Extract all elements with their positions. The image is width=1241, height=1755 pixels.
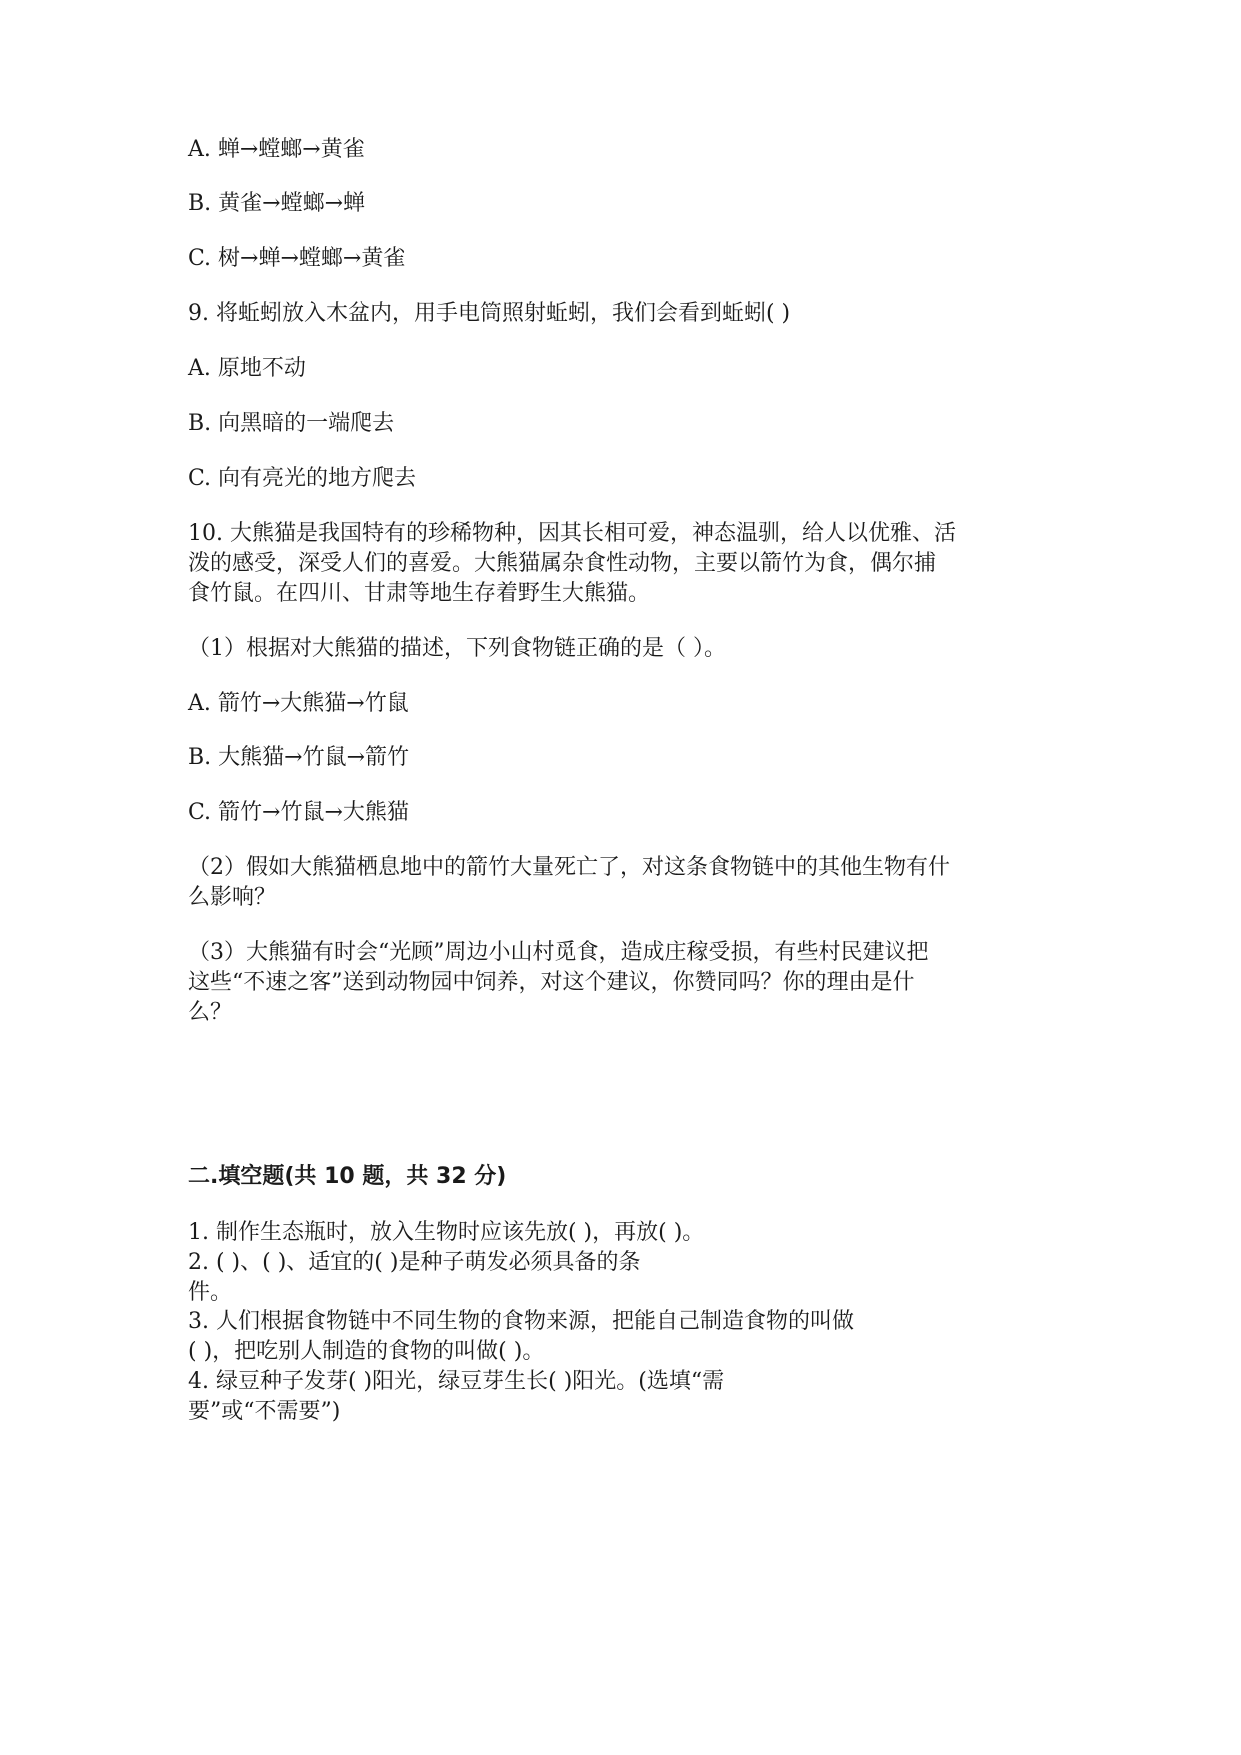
q8-option-b: B. 黄雀→螳螂→蝉 xyxy=(188,191,366,216)
q8-option-a: A. 蝉→螳螂→黄雀 xyxy=(188,137,365,162)
q9-option-b: B. 向黑暗的一端爬去 xyxy=(188,411,395,436)
fill-q2-line2: 件。 xyxy=(188,1280,233,1305)
q10-sub3-line3: 么？ xyxy=(188,1000,233,1025)
fill-q3-line1: 3. 人们根据食物链中不同生物的食物来源，把能自己制造食物的叫做 xyxy=(188,1309,854,1334)
fill-q4-line2: 要”或“不需要”) xyxy=(188,1399,341,1424)
q10-option-b: B. 大熊猫→竹鼠→箭竹 xyxy=(188,745,410,770)
q10-option-c: C. 箭竹→竹鼠→大熊猫 xyxy=(188,800,409,825)
q9-option-c: C. 向有亮光的地方爬去 xyxy=(188,466,417,491)
fill-q2-line1: 2. ( )、( )、适宜的( )是种子萌发必须具备的条 xyxy=(188,1250,641,1275)
q9-stem: 9. 将蚯蚓放入木盆内，用手电筒照射蚯蚓，我们会看到蚯蚓( ) xyxy=(188,301,791,326)
fill-q1: 1. 制作生态瓶时，放入生物时应该先放( )，再放( )。 xyxy=(188,1220,705,1245)
q8-option-c: C. 树→蝉→螳螂→黄雀 xyxy=(188,246,406,271)
q10-sub2-line2: 么影响？ xyxy=(188,885,277,910)
q10-stem-line3: 食竹鼠。在四川、甘肃等地生存着野生大熊猫。 xyxy=(188,581,651,606)
q10-sub1: （1）根据对大熊猫的描述，下列食物链正确的是（ ）。 xyxy=(188,636,726,661)
q10-stem-line2: 泼的感受，深受人们的喜爱。大熊猫属杂食性动物，主要以箭竹为食，偶尔捕 xyxy=(188,551,937,576)
fill-q4-line1: 4. 绿豆种子发芽( )阳光，绿豆芽生长( )阳光。(选填“需 xyxy=(188,1369,725,1394)
q10-sub2-line1: （2）假如大熊猫栖息地中的箭竹大量死亡了，对这条食物链中的其他生物有什 xyxy=(188,855,950,880)
q10-stem-line1: 10. 大熊猫是我国特有的珍稀物种，因其长相可爱，神态温驯，给人以优雅、活 xyxy=(188,521,956,546)
q9-option-a: A. 原地不动 xyxy=(188,356,306,381)
q10-option-a: A. 箭竹→大熊猫→竹鼠 xyxy=(188,691,409,716)
q10-sub3-line2: 这些“不速之客”送到动物园中饲养，对这个建议，你赞同吗？你的理由是什 xyxy=(188,970,915,995)
q10-sub3-line1: （3）大熊猫有时会“光顾”周边小山村觅食，造成庄稼受损，有些村民建议把 xyxy=(188,940,929,965)
fill-q3-line2: ( )，把吃别人制造的食物的叫做( )。 xyxy=(188,1339,545,1364)
section2-heading: 二.填空题(共 10 题，共 32 分) xyxy=(188,1164,507,1189)
